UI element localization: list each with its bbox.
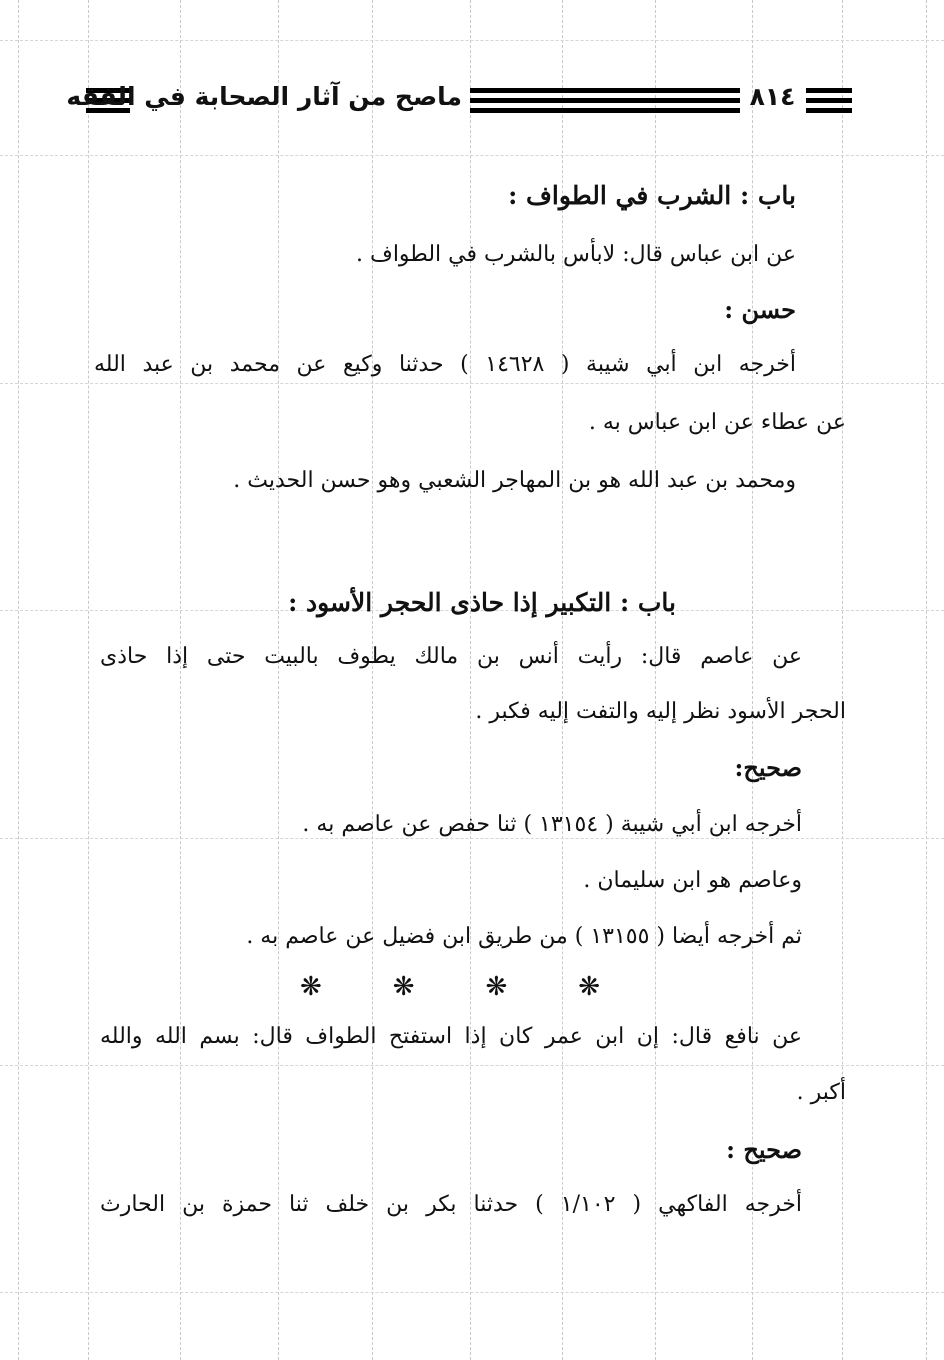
takhrij-line: وعاصم هو ابن سليمان . [583,868,802,893]
header-rule [806,108,852,113]
header-rule [470,88,740,93]
grid-line [470,0,471,1360]
running-title: ماصح من آثار الصحابة في الفقه [66,82,462,111]
header-rule [806,98,852,103]
star-ornament-icon: ❋ [578,972,600,1002]
grid-line [926,0,927,1360]
grid-line [0,383,944,384]
takhrij-line: عن عطاء عن ابن عباس به . [588,410,846,435]
star-ornament-icon: ❋ [485,972,508,1002]
takhrij-line: أخرجه ابن أبي شيبة ( ١٤٦٢٨ ) حدثنا وكيع عن محمد بن عبد الله [94,352,797,377]
grid-line [372,0,373,1360]
header-rule [470,108,740,113]
section-heading: باب : الشرب في الطواف : [508,181,796,210]
takhrij-line: ثم أخرجه أيضا ( ١٣١٥٥ ) من طريق ابن فضيل عن عاصم به . [246,924,802,949]
grade-label: صحيح: [734,753,802,782]
narration-text: الحجر الأسود نظر إليه والتفت إليه فكبر . [475,699,846,724]
star-ornament-icon: ❋ [300,972,322,1002]
page-number: ٨١٤ [749,82,796,111]
section-separator [300,972,600,1002]
grid-line [18,0,19,1360]
grid-line [0,155,944,156]
narration-text: عن نافع قال: إن ابن عمر كان إذا استفتح الطواف قال: بسم الله والله [100,1024,802,1049]
grid-line [278,0,279,1360]
grade-label: حسن : [724,295,796,324]
takhrij-line: ومحمد بن عبد الله هو بن المهاجر الشعبي وهو حسن الحديث . [233,468,796,493]
header-rule [470,98,740,103]
header-rule [806,88,852,93]
grid-line [180,0,181,1360]
grid-line [0,1292,944,1293]
section-heading: باب : التكبير إذا حاذى الحجر الأسود : [288,588,676,617]
grid-line [0,1065,944,1066]
narration-text: عن ابن عباس قال: لابأس بالشرب في الطواف . [356,242,796,267]
grade-label: صحيح : [726,1135,802,1164]
grid-line [88,0,89,1360]
grid-line [842,0,843,1360]
narration-text: عن عاصم قال: رأيت أنس بن مالك يطوف بالبيت حتى إذا حاذى [100,644,802,669]
star-ornament-icon: ❋ [392,972,415,1002]
grid-line [0,40,944,41]
takhrij-line: أخرجه الفاكهي ( ١/١٠٢ ) حدثنا بكر بن خلف ثنا حمزة بن الحارث [100,1192,803,1217]
grid-line [0,838,944,839]
narration-text: أكبر . [796,1080,846,1105]
takhrij-line: أخرجه ابن أبي شيبة ( ١٣١٥٤ ) ثنا حفص عن عاصم به . [302,812,802,837]
